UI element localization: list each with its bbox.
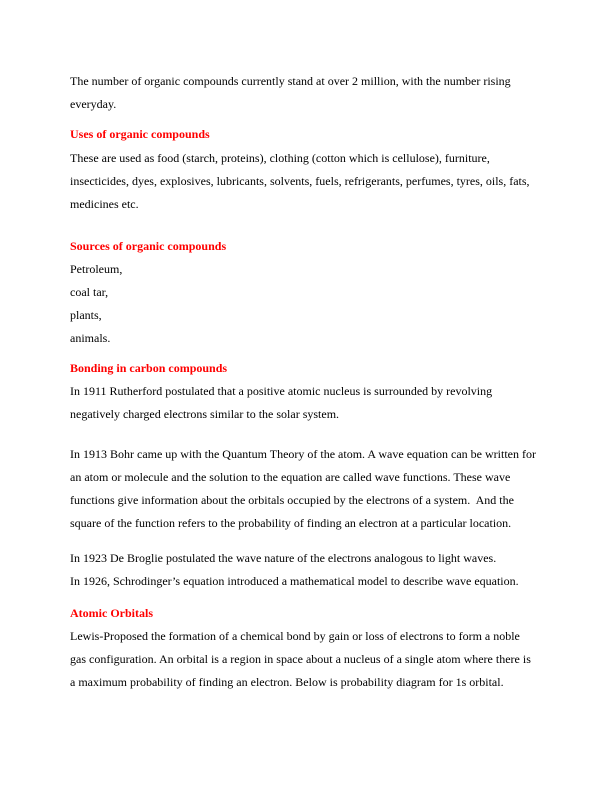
paragraph-line: These are used as food (starch, proteins), clothing (cotton which is cellulose), furniture, bbox=[70, 151, 490, 165]
paragraph-line: In 1923 De Broglie postulated the wave nature of the electrons analogous to light waves. bbox=[70, 551, 497, 565]
paragraph-line: In 1913 Bohr came up with the Quantum Theory of the atom. A wave equation can be written for bbox=[70, 447, 536, 461]
sources-list bbox=[70, 258, 552, 350]
bohr-paragraph bbox=[70, 443, 552, 535]
intro-paragraph bbox=[70, 70, 552, 116]
paragraph-line: gas configuration. An orbital is a region in space about a nucleus of a single atom where there is bbox=[70, 652, 531, 666]
paragraph-line: The number of organic compounds currently stand at over 2 million, with the number rising bbox=[70, 74, 511, 88]
list-item: animals. bbox=[70, 331, 111, 345]
section-heading-sources: Sources of organic compounds bbox=[70, 239, 227, 253]
section-heading-bonding: Bonding in carbon compounds bbox=[70, 361, 228, 375]
paragraph-line: a maximum probability of finding an electron. Below is probability diagram for 1s orbital. bbox=[70, 675, 504, 689]
paragraph-line: negatively charged electrons similar to the solar system. bbox=[70, 407, 340, 421]
paragraph-line: In 1926, Schrodinger’s equation introduced a mathematical model to describe wave equation. bbox=[70, 574, 519, 588]
list-item: Petroleum, bbox=[70, 262, 123, 276]
paragraph-line: functions give information about the orbitals occupied by the electrons of a system. And the bbox=[70, 493, 514, 507]
paragraph-line: Lewis-Proposed the formation of a chemical bond by gain or loss of electrons to form a noble bbox=[70, 629, 520, 643]
paragraph-line: square of the function refers to the probability of finding an electron at a particular location. bbox=[70, 516, 512, 530]
list-item: coal tar, bbox=[70, 285, 109, 299]
section-heading-atomic-orbitals: Atomic Orbitals bbox=[70, 606, 153, 620]
paragraph-line: everyday. bbox=[70, 97, 117, 111]
rutherford-paragraph bbox=[70, 380, 552, 426]
orbitals-paragraph bbox=[70, 625, 552, 694]
paragraph-line: medicines etc. bbox=[70, 197, 139, 211]
list-item: plants, bbox=[70, 308, 102, 322]
debroglie-paragraph bbox=[70, 547, 552, 593]
section-heading-uses: Uses of organic compounds bbox=[70, 127, 210, 141]
paragraph-line: In 1911 Rutherford postulated that a positive atomic nucleus is surrounded by revolving bbox=[70, 384, 493, 398]
paragraph-line: an atom or molecule and the solution to the equation are called wave functions. These wave bbox=[70, 470, 511, 484]
paragraph-line: insecticides, dyes, explosives, lubricants, solvents, fuels, refrigerants, perfumes, tyres, oils, fats, bbox=[70, 174, 530, 188]
uses-paragraph bbox=[70, 147, 552, 216]
